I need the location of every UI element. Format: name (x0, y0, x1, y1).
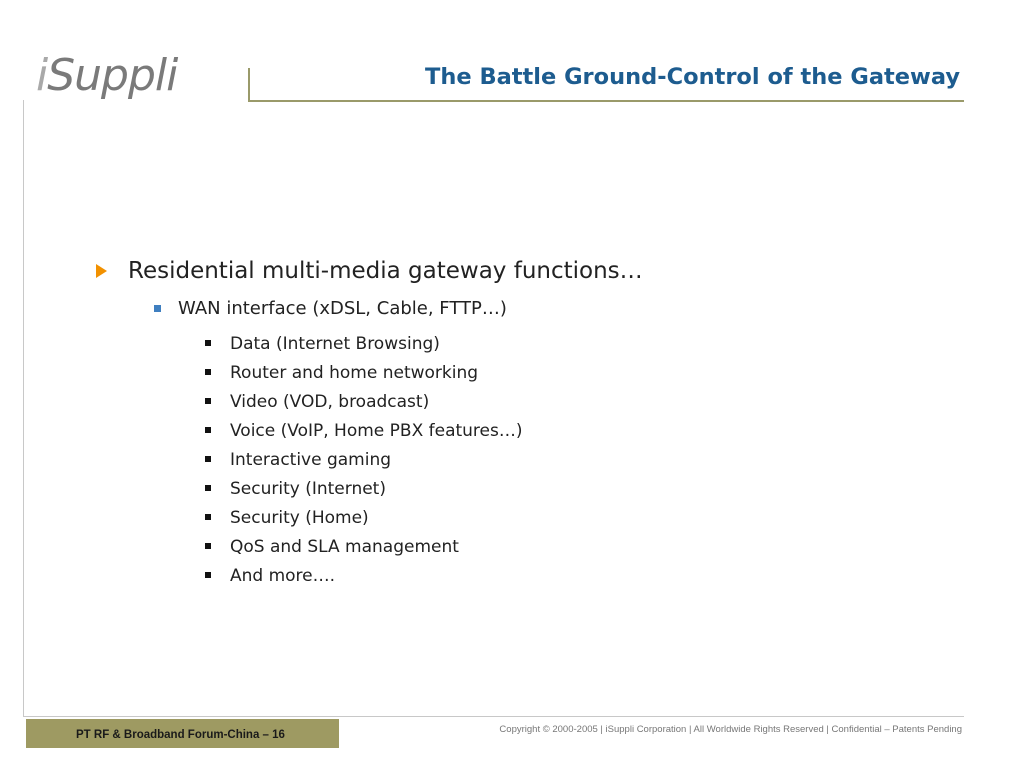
header-divider-vertical (248, 68, 250, 102)
square-bullet-icon (205, 398, 211, 404)
list-item (205, 419, 805, 448)
page-title: The Battle Ground-Control of the Gateway (424, 64, 960, 90)
list-item (205, 506, 805, 535)
list-item-text: And more…. (230, 566, 336, 586)
logo-i: i (36, 50, 48, 101)
list-item (205, 448, 805, 477)
square-bullet-icon (205, 543, 211, 549)
copyright-notice: Copyright © 2000-2005 | iSuppli Corporation | All Worldwide Rights Reserved | Confidential – Patents Pending (499, 724, 962, 735)
footer-label: PT RF & Broadband Forum-China – 16 (76, 729, 285, 741)
list-item (205, 332, 805, 361)
list-item-text: QoS and SLA management (230, 537, 459, 557)
list-item (205, 390, 805, 419)
list-item-text: Interactive gaming (230, 450, 392, 470)
header-divider-horizontal (248, 100, 964, 102)
list-item (205, 564, 805, 593)
list-item (205, 535, 805, 564)
square-bullet-icon (205, 369, 211, 375)
list-item-text: Data (Internet Browsing) (230, 334, 440, 354)
list-item-text: Security (Home) (230, 508, 369, 528)
frame-bottom-line (23, 716, 964, 717)
bullet-level2-text: WAN interface (xDSL, Cable, FTTP…) (178, 298, 507, 319)
square-bullet-icon (154, 305, 161, 312)
logo-text: Suppli (47, 50, 178, 101)
list-item-text: Router and home networking (230, 363, 479, 383)
list-item-text: Security (Internet) (230, 479, 386, 499)
bullet-level3-list (205, 332, 805, 593)
frame-left-line (23, 100, 24, 716)
square-bullet-icon (205, 485, 211, 491)
square-bullet-icon (205, 514, 211, 520)
logo (36, 50, 177, 102)
square-bullet-icon (205, 456, 211, 462)
list-item (205, 477, 805, 506)
bullet-level1-text: Residential multi-media gateway functions… (128, 258, 643, 284)
list-item-text: Video (VOD, broadcast) (230, 392, 430, 412)
triangle-bullet-icon (96, 264, 107, 278)
square-bullet-icon (205, 572, 211, 578)
list-item-text: Voice (VoIP, Home PBX features…) (230, 421, 523, 441)
square-bullet-icon (205, 340, 211, 346)
square-bullet-icon (205, 427, 211, 433)
list-item (205, 361, 805, 390)
